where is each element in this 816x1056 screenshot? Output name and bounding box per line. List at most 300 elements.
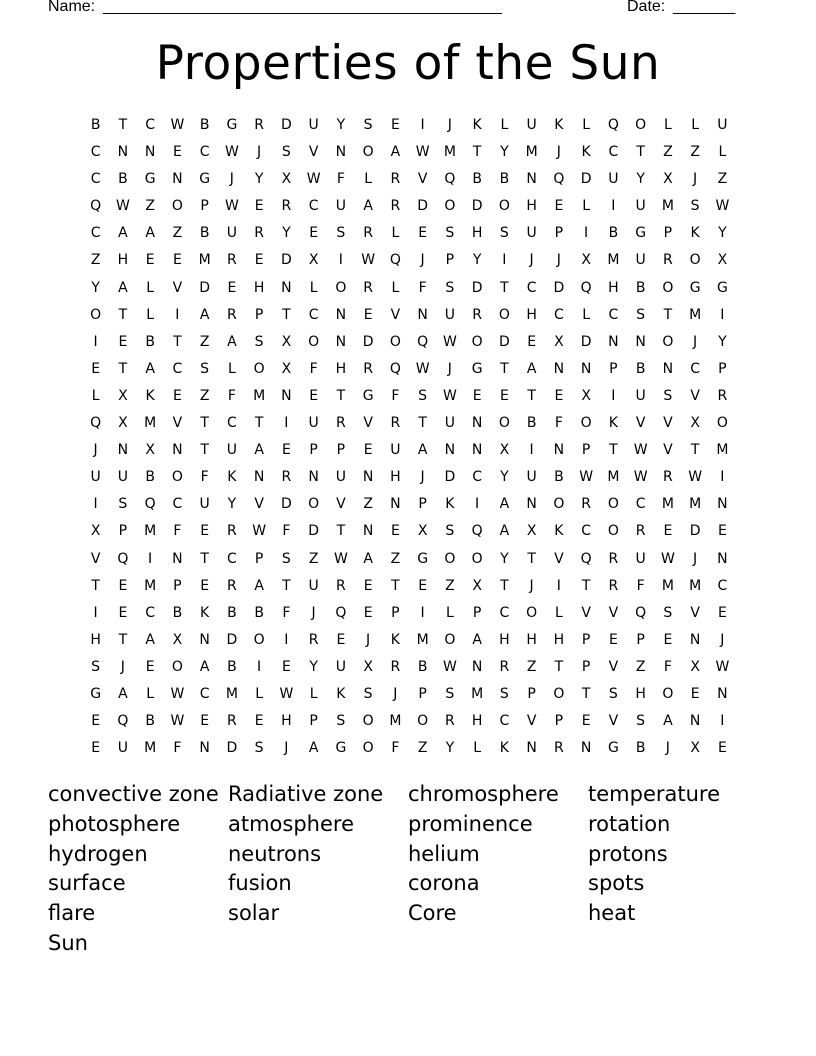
grid-letter: J [529,252,534,269]
grid-letter: X [717,252,728,269]
grid-letter: N [635,333,646,350]
grid-letter: C [172,496,183,513]
grid-letter: R [227,252,237,269]
grid-letter: U [390,442,401,459]
grid-letter: K [554,523,564,540]
grid-letter: Z [390,550,401,567]
grid-letter: H [335,360,347,377]
grid-letter: I [148,550,153,567]
grid-letter: O [253,360,265,377]
grid-letter: A [499,523,510,540]
grid-letter: C [608,306,619,323]
grid-letter: N [117,442,129,459]
grid-letter: K [499,740,509,757]
grid-letter: Y [445,740,455,757]
grid-letter: P [254,550,264,567]
word-list-item: fusion [228,871,292,896]
grid-letter: Q [444,171,456,188]
grid-letter: J [229,171,234,188]
grid-letter: U [717,117,728,133]
grid-letter: V [90,550,101,567]
grid-letter: O [662,685,674,702]
grid-letter: S [445,279,455,296]
grid-letter: M [607,252,620,269]
grid-letter: L [309,685,318,702]
grid-letter: N [471,658,483,675]
grid-letter: F [663,658,672,675]
grid-letter: E [118,577,128,594]
grid-row [82,383,736,410]
grid-letter: F [418,279,427,296]
grid-letter: N [444,442,456,459]
grid-row [82,139,736,166]
grid-letter: H [253,279,265,296]
grid-letter: R [390,171,401,188]
grid-letter: V [690,604,700,621]
grid-letter: R [227,306,237,323]
word-list-item: photosphere [48,811,181,836]
word-list-item: hydrogen [48,841,148,866]
grid-letter: T [581,577,591,594]
grid-letter: W [415,360,430,377]
grid-letter: E [281,658,291,675]
grid-letter: M [689,577,702,594]
grid-letter: N [335,306,347,323]
grid-letter: D [280,117,292,133]
grid-letter: L [554,604,563,621]
word-list-row [48,780,768,810]
grid-letter: I [720,469,725,486]
grid-letter: O [689,252,701,269]
grid-letter: V [608,604,619,621]
grid-letter: Q [635,604,647,621]
grid-letter: K [336,685,346,702]
grid-letter: E [145,252,155,269]
grid-letter: W [442,333,457,350]
grid-letter: O [362,740,374,757]
grid-letter: T [118,306,128,323]
grid-letter: C [308,198,319,215]
grid-letter: Z [145,198,155,215]
grid-letter: R [663,469,673,486]
grid-letter: K [554,117,564,133]
grid-row [82,464,736,491]
grid-letter: Y [636,171,645,188]
grid-letter: N [417,306,428,323]
grid-letter: Z [526,658,537,675]
grid-letter: R [363,279,373,296]
grid-letter: R [363,360,373,377]
grid-letter: H [281,713,292,730]
grid-letter: S [254,333,264,350]
grid-letter: M [689,306,702,323]
grid-letter: S [118,496,128,513]
grid-letter: G [716,279,728,296]
grid-letter: T [554,658,564,675]
grid-letter: E [690,685,700,702]
grid-letter: W [688,469,703,486]
grid-letter: O [716,415,728,432]
grid-letter: W [633,469,648,486]
grid-letter: R [445,713,455,730]
name-blank-line: ________________________________________________ [103,0,502,15]
grid-letter: E [527,333,537,350]
grid-letter: X [308,252,319,269]
grid-letter: U [335,658,346,675]
grid-letter: L [146,306,155,323]
grid-letter: N [580,740,592,757]
grid-letter: P [309,442,318,459]
grid-letter: X [118,387,128,404]
grid-letter: V [526,713,537,730]
word-list-row [48,869,768,899]
grid-letter: N [172,442,183,459]
grid-letter: N [526,740,537,757]
grid-letter: I [338,252,343,269]
grid-letter: P [445,252,455,269]
grid-letter: F [227,387,236,404]
grid-letter: E [200,713,210,730]
grid-letter: A [499,496,510,513]
grid-letter: T [500,360,509,377]
grid-letter: X [417,523,428,540]
grid-letter: W [442,658,457,675]
grid-letter: E [336,631,346,648]
grid-letter: S [418,387,428,404]
grid-letter: Y [500,550,509,567]
grid-letter: N [608,333,619,350]
grid-letter: N [144,144,156,161]
grid-letter: J [120,658,125,675]
grid-letter: M [689,496,702,513]
grid-letter: C [526,279,537,296]
grid-letter: O [417,713,429,730]
grid-letter: S [363,685,373,702]
grid-letter: A [417,442,428,459]
grid-letter: X [581,387,591,404]
grid-letter: R [608,550,619,567]
grid-letter: T [500,279,509,296]
grid-letter: F [309,360,318,377]
grid-letter: V [608,713,619,730]
grid-letter: E [91,360,101,377]
grid-letter: Y [282,225,291,242]
grid-letter: V [254,496,264,513]
grid-letter: K [472,117,482,133]
grid-letter: Q [417,333,429,350]
grid-letter: G [607,740,619,757]
grid-letter: D [417,198,429,215]
grid-letter: W [579,469,594,486]
grid-row [82,356,736,383]
grid-letter: U [444,415,455,432]
grid-letter: T [200,550,209,567]
grid-letter: C [308,306,319,323]
grid-letter: S [690,198,700,215]
grid-letter: G [635,225,647,242]
grid-letter: D [362,333,374,350]
word-list-item: heat [588,901,636,926]
word-list-item: Sun [48,930,88,955]
grid-letter: Z [199,333,210,350]
grid-letter: N [390,496,401,513]
grid-letter: C [90,144,101,161]
grid-letter: R [254,225,264,242]
grid-letter: I [475,496,480,513]
grid-letter: O [607,523,619,540]
grid-letter: B [90,117,101,133]
grid-letter: D [226,740,238,757]
grid-letter: E [363,577,373,594]
grid-letter: F [391,387,400,404]
grid-letter: I [175,306,180,323]
grid-letter: S [636,713,646,730]
grid-letter: M [144,415,157,432]
grid-row [82,410,736,437]
grid-letter: L [473,740,482,757]
word-list-item: solar [228,901,280,926]
grid-letter: P [554,713,564,730]
grid-letter: T [418,415,427,432]
grid-letter: U [90,469,101,486]
grid-letter: X [281,171,292,188]
grid-letter: C [635,496,646,513]
grid-letter: E [390,117,400,133]
grid-letter: K [390,631,400,648]
word-list-item: helium [408,841,480,866]
grid-letter: N [717,496,728,513]
grid-letter: X [581,252,591,269]
grid-letter: S [499,685,509,702]
grid-letter: Y [500,469,509,486]
grid-letter: P [418,685,427,702]
grid-letter: I [93,496,98,513]
grid-letter: W [170,713,185,730]
word-list-item: prominence [408,811,533,836]
grid-letter: W [224,144,239,161]
grid-letter: U [199,496,210,513]
grid-letter: S [636,306,646,323]
grid-letter: Q [553,171,565,188]
grid-letter: S [445,685,455,702]
grid-letter: I [529,442,534,459]
grid-letter: T [200,415,209,432]
grid-letter: Q [471,523,483,540]
grid-letter: Y [254,171,264,188]
grid-letter: N [335,333,347,350]
grid-letter: W [333,550,348,567]
grid-letter: M [525,144,538,161]
grid-letter: C [172,360,183,377]
grid-letter: A [199,658,210,675]
grid-letter: E [200,523,210,540]
grid-letter: X [554,333,564,350]
grid-letter: K [200,604,210,621]
grid-letter: X [690,740,700,757]
grid-letter: O [308,496,320,513]
grid-letter: U [335,469,346,486]
grid-letter: U [635,252,646,269]
grid-letter: P [718,360,727,377]
grid-letter: T [91,577,100,594]
grid-letter: M [144,577,157,594]
grid-letter: E [499,387,509,404]
grid-letter: T [472,144,482,161]
grid-letter: N [471,415,483,432]
grid-letter: I [420,117,425,133]
grid-letter: M [661,496,674,513]
grid-letter: B [254,604,264,621]
grid-letter: X [690,415,700,432]
grid-letter: K [227,469,237,486]
grid-letter: X [472,577,482,594]
grid-letter: J [665,740,670,757]
grid-letter: M [416,631,429,648]
grid-letter: W [660,550,675,567]
grid-letter: P [581,631,591,648]
word-list-item: flare [48,901,96,926]
grid-letter: U [635,387,646,404]
grid-letter: V [690,387,700,404]
grid-letter: J [257,144,262,161]
grid-letter: W [442,387,457,404]
grid-letter: P [472,604,482,621]
grid-letter: L [691,117,700,133]
grid-letter: U [608,171,619,188]
grid-letter: Q [117,713,129,730]
grid-letter: S [663,387,673,404]
grid-letter: D [226,631,238,648]
grid-letter: V [417,171,428,188]
grid-letter: E [608,631,618,648]
grid-letter: G [362,387,374,404]
grid-letter: L [364,171,373,188]
grid-letter: A [145,631,155,648]
grid-letter: P [581,442,591,459]
grid-letter: R [254,117,264,133]
grid-letter: V [635,415,646,432]
grid-letter: C [581,523,592,540]
grid-letter: R [308,631,319,648]
word-list-item: neutrons [228,841,322,866]
grid-letter: S [445,225,455,242]
grid-letter: T [282,306,291,323]
grid-letter: P [336,442,346,459]
grid-letter: Q [580,279,592,296]
grid-letter: R [227,523,237,540]
grid-letter: B [199,225,210,242]
grid-letter: T [609,442,618,459]
grid-letter: C [226,415,237,432]
grid-letter: S [445,523,455,540]
grid-letter: Y [309,658,318,675]
grid-letter: V [663,415,673,432]
grid-letter: P [609,360,618,377]
grid-row [82,735,736,762]
grid-letter: I [611,198,616,215]
grid-letter: V [172,415,183,432]
grid-letter: U [226,442,237,459]
grid-letter: G [226,117,238,133]
grid-letter: N [471,442,483,459]
grid-letter: X [690,658,700,675]
grid-letter: J [393,685,398,702]
grid-letter: S [336,713,346,730]
grid-letter: B [635,740,646,757]
grid-letter: O [253,631,265,648]
grid-letter: K [581,144,591,161]
grid-letter: F [282,604,291,621]
grid-row [82,546,736,573]
letter-grid [82,112,736,762]
grid-letter: I [420,604,425,621]
grid-letter: O [553,496,565,513]
grid-letter: H [499,631,510,648]
grid-letter: D [553,279,565,296]
grid-letter: N [553,442,565,459]
grid-letter: T [527,387,536,404]
grid-letter: O [90,306,102,323]
grid-letter: B [145,713,155,730]
grid-letter: Z [172,225,183,242]
grid-letter: C [226,550,237,567]
grid-letter: O [662,279,674,296]
grid-letter: R [390,658,401,675]
grid-letter: N [172,171,183,188]
grid-letter: O [580,415,592,432]
grid-letter: I [93,333,98,350]
grid-letter: J [447,360,452,377]
grid-row [82,518,736,545]
grid-letter: E [717,740,727,757]
grid-letter: A [118,685,128,702]
grid-letter: E [717,523,727,540]
grid-letter: Z [363,496,373,513]
grid-letter: U [444,306,455,323]
grid-letter: E [172,252,182,269]
grid-letter: J [556,252,561,269]
grid-letter: E [118,604,128,621]
grid-letter: T [254,415,264,432]
grid-letter: M [716,442,729,459]
grid-letter: O [335,279,347,296]
grid-letter: U [635,198,646,215]
grid-letter: N [281,387,292,404]
grid-letter: O [553,685,565,702]
grid-letter: W [170,117,185,133]
grid-letter: T [690,442,700,459]
grid-letter: B [145,333,155,350]
grid-letter: T [118,360,128,377]
grid-letter: H [526,631,537,648]
grid-letter: B [554,469,564,486]
grid-letter: O [389,333,401,350]
grid-letter: R [336,415,346,432]
grid-letter: B [608,225,619,242]
grid-letter: U [526,469,537,486]
word-list-row [48,840,768,870]
grid-letter: G [417,550,429,567]
grid-letter: N [253,469,265,486]
grid-letter: C [690,360,701,377]
grid-letter: U [117,469,128,486]
grid-letter: E [717,604,727,621]
grid-letter: L [582,198,591,215]
grid-letter: K [445,496,455,513]
grid-letter: N [662,360,674,377]
grid-letter: X [281,333,292,350]
grid-row [82,112,736,139]
